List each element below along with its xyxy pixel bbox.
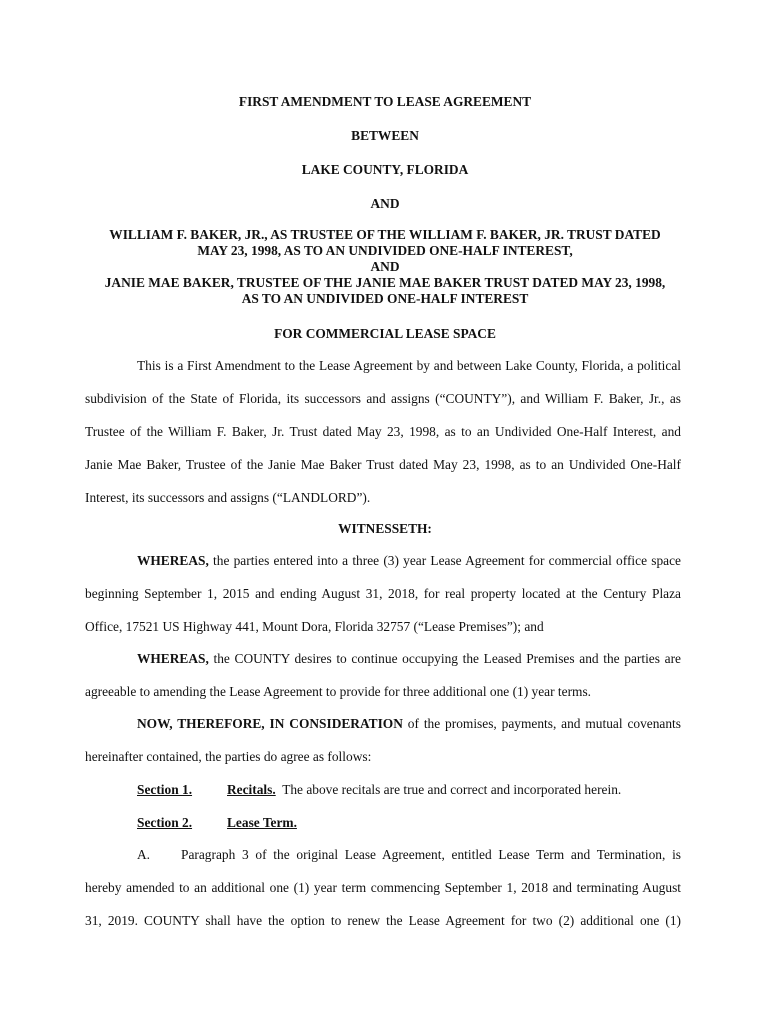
section-1: [137, 782, 621, 798]
section-1-text: The above recitals are true and correct and incorporated herein.: [282, 782, 622, 797]
whereas1-lead: WHEREAS,: [137, 553, 209, 568]
para-a-line-2: hereby amended to an additional one (1) year term commencing September 1, 2018 and terminating August: [85, 880, 681, 895]
whereas1-line-1: [85, 553, 681, 569]
party1-line2: MAY 23, 1998, AS TO AN UNDIVIDED ONE-HALF INTEREST,: [197, 243, 573, 258]
intro-line-4: Janie Mae Baker, Trustee of the Janie Mae Baker Trust dated May 23, 1998, as to an Undivided One-Half: [85, 457, 681, 472]
whereas1-line-2: beginning September 1, 2015 and ending August 31, 2018, for real property located at the Century Plaza: [85, 586, 681, 601]
party-and: AND: [370, 259, 400, 274]
section-1-heading: Recitals.: [227, 782, 276, 797]
whereas2-line-1: [85, 651, 681, 667]
section-1-label: Section 1.: [137, 782, 193, 797]
section-2-label: Section 2.: [137, 815, 193, 830]
title-purpose: FOR COMMERCIAL LEASE SPACE: [274, 326, 496, 341]
para-a-line-3: 31, 2019. COUNTY shall have the option to renew the Lease Agreement for two (2) additional one (1): [85, 913, 681, 928]
title-county: LAKE COUNTY, FLORIDA: [301, 162, 469, 177]
title-between: BETWEEN: [351, 128, 419, 143]
whereas2-lead: WHEREAS,: [137, 651, 209, 666]
party1-line1: WILLIAM F. BAKER, JR., AS TRUSTEE OF THE WILLIAM F. BAKER, JR. TRUST DATED: [109, 227, 661, 242]
intro-line-5: Interest, its successors and assigns (“LANDLORD”).: [85, 490, 371, 505]
whereas1-line-3: Office, 17521 US Highway 441, Mount Dora, Florida 32757 (“Lease Premises”); and: [85, 619, 544, 634]
whereas1-text-1: the parties entered into a three (3) year Lease Agreement for commercial office space: [213, 553, 681, 568]
now-text-1: of the promises, payments, and mutual covenants: [407, 716, 681, 731]
document-title: FIRST AMENDMENT TO LEASE AGREEMENT: [238, 94, 532, 109]
intro-line-3: Trustee of the William F. Baker, Jr. Trust dated May 23, 1998, as to an Undivided One-Half Interest, and: [85, 424, 681, 439]
whereas2-text-1: the COUNTY desires to continue occupying the Leased Premises and the parties are: [213, 651, 681, 666]
intro-line-1: This is a First Amendment to the Lease Agreement by and between Lake County, Florida, a political: [137, 358, 681, 373]
para-a-line-1: [137, 847, 681, 863]
now-line-1: [85, 716, 681, 732]
whereas2-line-2: agreeable to amending the Lease Agreement to provide for three additional one (1) year terms.: [85, 684, 592, 699]
now-line-2: hereinafter contained, the parties do agree as follows:: [85, 749, 372, 764]
witnesseth-heading: WITNESSETH:: [338, 521, 432, 536]
para-a-text-1: Paragraph 3 of the original Lease Agreement, entitled Lease Term and Termination, is: [181, 847, 681, 862]
section-2: [137, 815, 297, 831]
section-2-heading: Lease Term.: [227, 815, 297, 830]
now-lead: NOW, THEREFORE, IN CONSIDERATION: [137, 716, 403, 731]
title-and: AND: [370, 196, 400, 211]
party2-line2: AS TO AN UNDIVIDED ONE-HALF INTEREST: [241, 291, 529, 306]
intro-line-2: subdivision of the State of Florida, its successors and assigns (“COUNTY”), and William F. Baker, Jr., as: [85, 391, 681, 406]
party2-line1: JANIE MAE BAKER, TRUSTEE OF THE JANIE MAE BAKER TRUST DATED MAY 23, 1998,: [104, 275, 666, 290]
para-a-marker: A.: [137, 847, 151, 862]
